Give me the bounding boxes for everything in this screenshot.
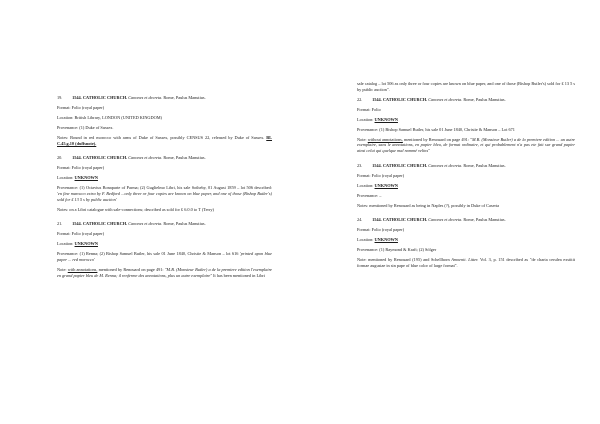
catalog-entry-20 <box>57 155 272 212</box>
entry-number: 20. <box>57 155 63 161</box>
entry-location <box>57 241 272 247</box>
entry-author: CATHOLIC CHURCH. <box>82 95 128 100</box>
entry-provenance <box>57 185 272 202</box>
right-column <box>357 81 575 278</box>
entry-location <box>357 183 575 189</box>
notes-lead: Note: <box>57 267 67 273</box>
entry-notes <box>57 267 272 279</box>
entry-title: Canones et decreta. <box>428 217 463 223</box>
entry-heading <box>357 217 575 223</box>
location-value: British Library, LONDON (UNITED KINGDOM) <box>74 114 162 120</box>
entry-notes <box>57 135 272 147</box>
location-value: UNKNOWN <box>74 241 98 247</box>
location-label: Location: <box>357 182 374 188</box>
entry-notes: Notes: mentioned by Renouard as being in Naples (?), possibly in Duke of Caserta <box>357 202 500 208</box>
entry-format: Format: Folio <box>357 106 381 112</box>
notes-annotation-flag: without annotations, <box>367 136 403 142</box>
entry-year: 1544. <box>72 95 82 100</box>
entry-notes: Notes: on a Libri catalogue with sale-connections; described as sold for £ 6.0.0 to T (Terry) <box>57 206 214 212</box>
entry-location <box>57 175 272 181</box>
entry-notes <box>357 257 575 269</box>
entry-number: 24. <box>357 217 363 223</box>
entry-title: Canones et decreta. <box>128 95 163 100</box>
catalog-entry-19 <box>57 95 272 146</box>
catalog-entry-24 <box>357 217 575 268</box>
entry-year: 1544. <box>372 96 382 102</box>
entry-format: Format: Folio (royal paper) <box>357 172 405 178</box>
location-label: Location: <box>357 237 374 243</box>
notes-lead: Note: mentioned by Renouard (195) and Schellhorn <box>357 257 450 263</box>
notes-text: mentioned by Renouard on page 491: <box>98 267 164 273</box>
catalog-entry-22 <box>357 97 575 154</box>
entry-heading <box>357 163 575 169</box>
entry-imprint: Rome, Paulus Manutius. <box>163 221 206 227</box>
location-label: Location: <box>57 114 74 120</box>
notes-text: Notes: Bound in red morocco with arms of Duke of Sussex, possibly CENSUS 22, released by Duke of Sussex. <box>57 134 265 140</box>
entry-format: Format: Folio (royal paper) <box>57 104 105 110</box>
entry-location <box>357 117 575 123</box>
entry-imprint: Rome, Paulus Manutius. <box>463 162 506 168</box>
entry-heading <box>57 95 272 101</box>
entry-provenance: Provenance: (1) Bishop Samuel Butler, his sale 01 June 1840, Christie & Manson – Lot 671 <box>357 126 515 132</box>
provenance-quote: 'en fine marocco extra by F. Bedford ...only three or four copies are known on blue paper, and one of those (Bishop Butler's) sold for £ 13 5 s by public auction' <box>57 190 272 202</box>
notes-tail: It has been mentioned in Libri <box>213 272 266 278</box>
entry-notes <box>357 137 575 154</box>
notes-annotation-flag: with annotations, <box>67 267 98 273</box>
entry-year: 1544. <box>72 155 82 161</box>
entry-number: 19. <box>57 95 63 100</box>
notes-quote: "M.B. (Monsieur Butler) a de la premiere edition l'exemplaire en grand papier bleu de M. Renna; il renferme des annotations, plus un autre exemplaire" <box>57 267 272 278</box>
entry-location <box>57 115 272 121</box>
entry-heading <box>357 97 575 103</box>
entry-title: Canones et decreta. <box>128 155 163 161</box>
notes-lead: Note: <box>357 136 367 142</box>
left-column <box>57 95 272 288</box>
entry-year: 1544. <box>372 162 382 168</box>
provenance-text: Provenance: (1) Octavius Bonaparte of Parma; (2) Guglielmo Libri, his sale Sotheby, 01 August 1859 – lot 506 described: <box>57 185 272 191</box>
entry-year: 1544. <box>372 217 382 223</box>
catalog-entry-21 <box>57 221 272 278</box>
entry-format: Format: Folio (royal paper) <box>57 165 105 171</box>
entry-location <box>357 237 575 243</box>
shelfmark-ref: BL C.45.g.10 (duffsnote). <box>57 134 272 146</box>
entry-author: CATHOLIC CHURCH. <box>82 155 128 161</box>
location-value: UNKNOWN <box>74 175 98 181</box>
entry-author: CATHOLIC CHURCH. <box>382 162 428 168</box>
location-label: Location: <box>57 241 74 247</box>
provenance-text: Provenance: (1) Renna; (2) Bishop Samuel Butler, his sale 01 June 1840, Christie & Manson – lot 616 <box>57 251 239 257</box>
entry-imprint: Rome, Paulus Manutius. <box>463 96 506 102</box>
entry-heading <box>57 221 272 227</box>
entry-provenance <box>57 251 272 263</box>
notes-quote: "M.B. (Monsieur Butler) a de la premiere edition ... un autre exemplaire, sans le annotations, en papier bleu, de format ordinaire, et qui probablement n'a pas ete fait sur grand papier ainsi celui qui quelque mal nommé velins" <box>357 136 575 154</box>
continuation-text: sale catalog – lot 506 as only three or four copies are known on blue paper, and one of those (Bishop Butler's) sold for £ 13 5 s by public auction". <box>357 81 575 92</box>
entry-imprint: Rome, Paulus Manutius. <box>163 155 206 161</box>
entry-number: 23. <box>357 162 363 168</box>
entry-author: CATHOLIC CHURCH. <box>382 96 428 102</box>
location-value: UNKNOWN <box>374 237 398 243</box>
notes-source-title: Amoenit. Litter. <box>451 257 479 263</box>
entry-format: Format: Folio (royal paper) <box>357 227 405 233</box>
notes-tail: Vol. 3, p. 151 described as "de charta cerulea exstitit formae augustae in sin pape of blue color of large format". <box>357 257 575 269</box>
entry-title: Canones et decreta. <box>428 96 463 102</box>
notes-text: mentioned by Renouard on page 491: <box>404 136 469 142</box>
entry-provenance: Provenance: (1) Raymond & Kraft; (2) Sölger <box>357 247 437 253</box>
entry-author: CATHOLIC CHURCH. <box>82 221 128 227</box>
entry-format: Format: Folio (royal paper) <box>57 231 105 237</box>
location-value: UNKNOWN <box>374 116 398 122</box>
location-value: UNKNOWN <box>374 182 398 188</box>
entry-provenance: Provenance: – <box>357 192 382 198</box>
entry-author: CATHOLIC CHURCH. <box>382 217 428 223</box>
entry-title: Canones et decreta. <box>428 162 463 168</box>
catalog-entry-23 <box>357 163 575 209</box>
entry-number: 22. <box>357 96 363 102</box>
provenance-quote: 'printed upon blue paper ... red morocco' <box>57 251 272 263</box>
entry-provenance: Provenance: (1) Duke of Sussex. <box>57 124 114 130</box>
entry-imprint: Rome, Paulus Manutius. <box>163 95 206 100</box>
entry-number: 21. <box>57 221 63 227</box>
entry-heading <box>57 155 272 161</box>
entry-year: 1544. <box>72 221 82 227</box>
entry-title: Canones et decreta. <box>128 221 163 227</box>
location-label: Location: <box>357 116 374 122</box>
location-label: Location: <box>57 175 74 181</box>
entry-imprint: Rome, Paulus Manutius. <box>463 217 506 223</box>
